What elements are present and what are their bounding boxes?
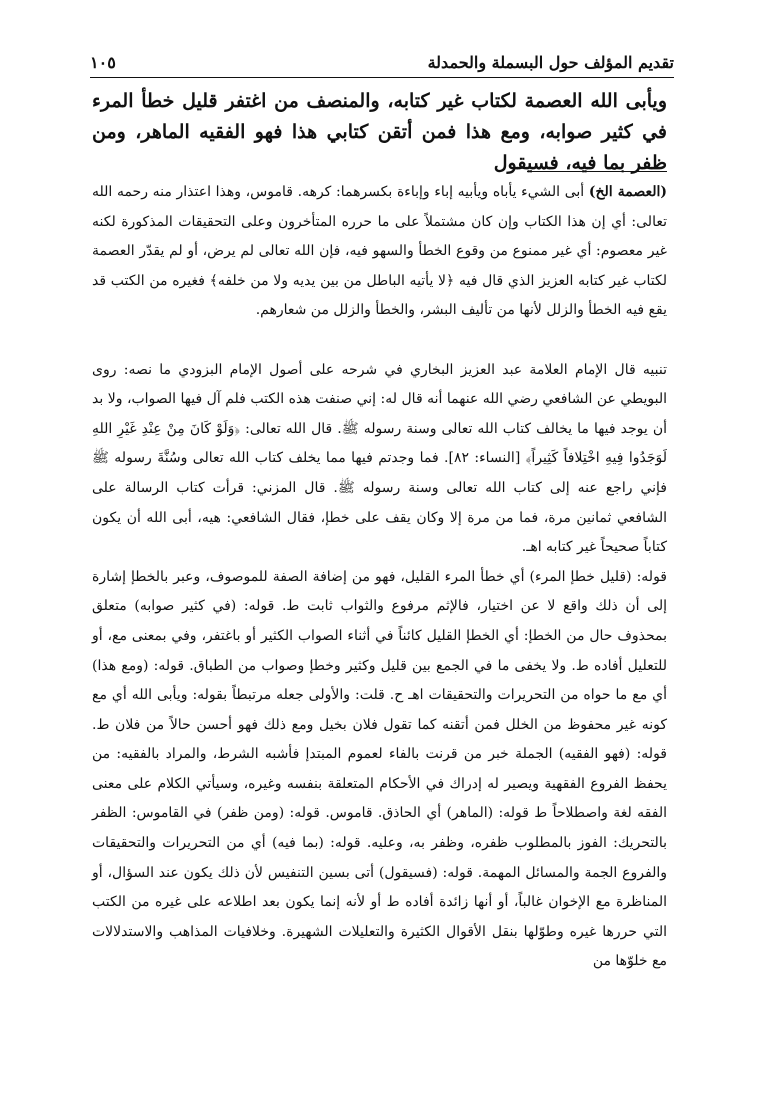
paragraph-gap (92, 326, 667, 356)
header-rule (90, 77, 674, 78)
commentary-text: أبى الشيء يأباه ويأبيه إباء وإباءة بكسرهما: كرهه. قاموس، وهذا اعتذار منه رحمه الله تعالى: أي إن هذا الكتاب وإن كان مشتملاً على ما حرره المتأخرون وعلى التحقيقات المذكورة لكنه غير معصوم: أي غير ممنوع من وقوع الخطأ والسهو فيه، فإن الله تعالى لم يرض، أو لم يقدّر العصمة لكتاب غير كتابه العزيز الذي قال فيه ﴿لا يأتيه الباطل من بين يديه ولا من خلفه﴾ فغيره من الكتب قد يقع فيه الخطأ والزلل لأنها من تأليف البشر، والخطأ والزلل من شعارهم. (92, 184, 667, 319)
footnote-separator (527, 171, 667, 172)
page-number: ١٠٥ (90, 53, 116, 72)
lemma: (العصمة الخ) (588, 184, 667, 200)
main-text-paragraph: ويأبى الله العصمة لكتاب غير كتابه، والمنصف من اغتفر قليل خطأ المرء في كثير صوابه، ومع هذا فمن أتقن كتابي هذا فهو الفقيه الماهر، ومن ظفر بما فيه، فسيقول (92, 90, 667, 174)
commentary-paragraph-3: قوله: (قليل خطإ المرء) أي خطأ المرء القليل، فهو من إضافة الصفة للموصوف، وعبر بالخطإ إشارة إلى أن ذلك واقع لا عن اختيار، فالإثم مرفوع والثواب ثابت ط. قوله: (في كثير صوابه) متعلق بمحذوف حال من الخطإ: أي الخطإ القليل كائناً في أثناء الصواب الكثير أو باغتفر، وفي بمعنى مع، أو للتعليل أفاده ط. ولا يخفى ما في الجمع بين قليل وكثير وخطإ وصواب من الطباق. قوله: (ومع هذا) أي مع ما حواه من التحريرات والتحقيقات اهـ ح. قلت: والأولى جعله مرتبطاً بقوله: ويأبى الله أي مع كونه غير محفوظ من الخلل فمن أتقنه كما تقول فلان بخيل ومع ذلك فهو أحسن حالاً من فلان ط. قوله: (فهو الفقيه) الجملة خبر من قرنت بالفاء لعموم المبتدإ فأشبه الشرط، والمراد بالفقيه: من يحفظ الفروع الفقهية ويصير له إدراك في الأحكام المتعلقة بنفسه وغيره، وسيأتي الكلام على معنى الفقه لغة واصطلاحاً ط قوله: (الماهر) أي الحاذق. قاموس. قوله: (ومن ظفر) في القاموس: الظفر بالتحريك: الفوز بالمطلوب ظفره، وظفر به، وعليه. قوله: (بما فيه) أي من التحريرات والتحقيقات والفروع الجمة والمسائل المهمة. قوله: (فسيقول) أتى بسين التنفيس لأن ذلك يكون عند السؤال، أو المناظرة مع الإخوان غالباً، أو أنها زائدة أفاده ط أو لأنه إنما يكون بعد اطلاعه على غيره من الكتب التي حررها غيره وطوّلها بنقل الأقوال الكثيرة والتعليلات الشهيرة. وخلافيات المذاهب والاستدلالات مع خلوّها من (92, 568, 667, 970)
commentary-paragraph-1 (92, 178, 667, 326)
header-title: تقديم المؤلف حول البسملة والحمدلة (427, 53, 674, 72)
commentary-paragraph-2: تنبيه قال الإمام العلامة عبد العزيز البخاري في شرحه على أصول الإمام البزودي ما نصه: روى البويطي عن الشافعي رضي الله عنهما أنه قال له: إني صنفت هذه الكتب فلم آل فيها الصواب، ولا بد أن يوجد فيها ما يخالف كتاب الله تعالى وسنة رسوله ﷺ. قال الله تعالى: ﴿وَلَوْ كَانَ مِنْ عِنْدِ غَيْرِ اللهِ لَوَجَدُوا فِيهِ اخْتِلافاً كَثِيراً﴾ [النساء: ٨٢]. فما وجدتم فيها مما يخلف كتاب الله تعالى وسُنَّةَ رسوله ﷺ فإني راجع عنه إلى كتاب الله تعالى وسنة رسوله ﷺ. قال المزني: قرأت كتاب الرسالة على الشافعي ثمانين مرة، فما من مرة إلا وكان يقف على خطإ، فقال الشافعي: هيه، أبى الله أن يكون كتاباً صحيحاً غير كتابه اهـ. (92, 361, 667, 556)
main-text (92, 86, 667, 179)
running-header (90, 44, 674, 72)
commentary (92, 178, 667, 977)
